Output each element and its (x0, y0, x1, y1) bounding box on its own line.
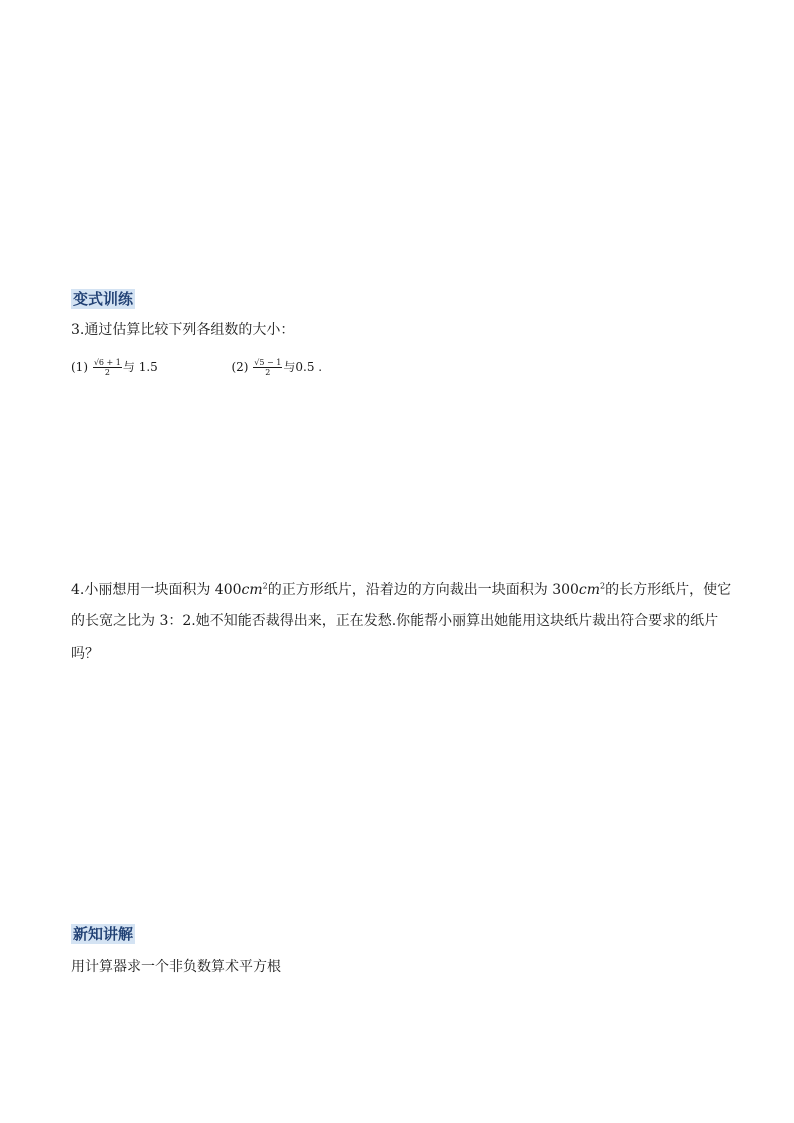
question-4-line-1 (71, 580, 731, 600)
part-2-numerator: √5 − 1 (254, 358, 282, 367)
question-3-prompt: 3.通过估算比较下列各组数的大小： (71, 322, 295, 338)
unit-cm-1: cm (241, 582, 263, 598)
part-2-fraction (253, 358, 282, 377)
new-knowledge-text: 用计算器求一个非负数算术平方根 (71, 959, 281, 975)
part-2-denominator: 2 (265, 368, 271, 377)
question-3-parts (71, 357, 322, 377)
q4-text-b: 的正方形纸片，沿着边的方向裁出一块面积为 300 (267, 582, 579, 598)
part-1-label: (1) (71, 360, 88, 374)
part-1-fraction (93, 358, 122, 377)
exponent-2: 2 (600, 581, 606, 591)
question-4-line-3: 吗？ (71, 646, 99, 662)
q4-text-a: 4.小丽想用一块面积为 400 (71, 582, 242, 598)
q4-text-c: 的长方形纸片，使它 (605, 582, 732, 598)
part-1-numerator: √6 + 1 (93, 358, 121, 367)
heading-variant-training: 变式训练 (73, 290, 134, 308)
part-2-comparison: 与0.5 . (283, 360, 323, 374)
question-4-line-2: 的长宽之比为 3：2.她不知能否裁得出来，正在发愁.你能帮小丽算出她能用这块纸片裁出符合要求的纸片 (71, 613, 719, 629)
part-2-label: (2) (231, 360, 249, 374)
heading-new-knowledge: 新知讲解 (73, 925, 134, 943)
unit-cm-2: cm (578, 582, 601, 598)
part-1-denominator: 2 (104, 368, 110, 377)
exponent-1: 2 (262, 581, 268, 591)
part-1-comparison: 与 1.5 (122, 360, 158, 374)
